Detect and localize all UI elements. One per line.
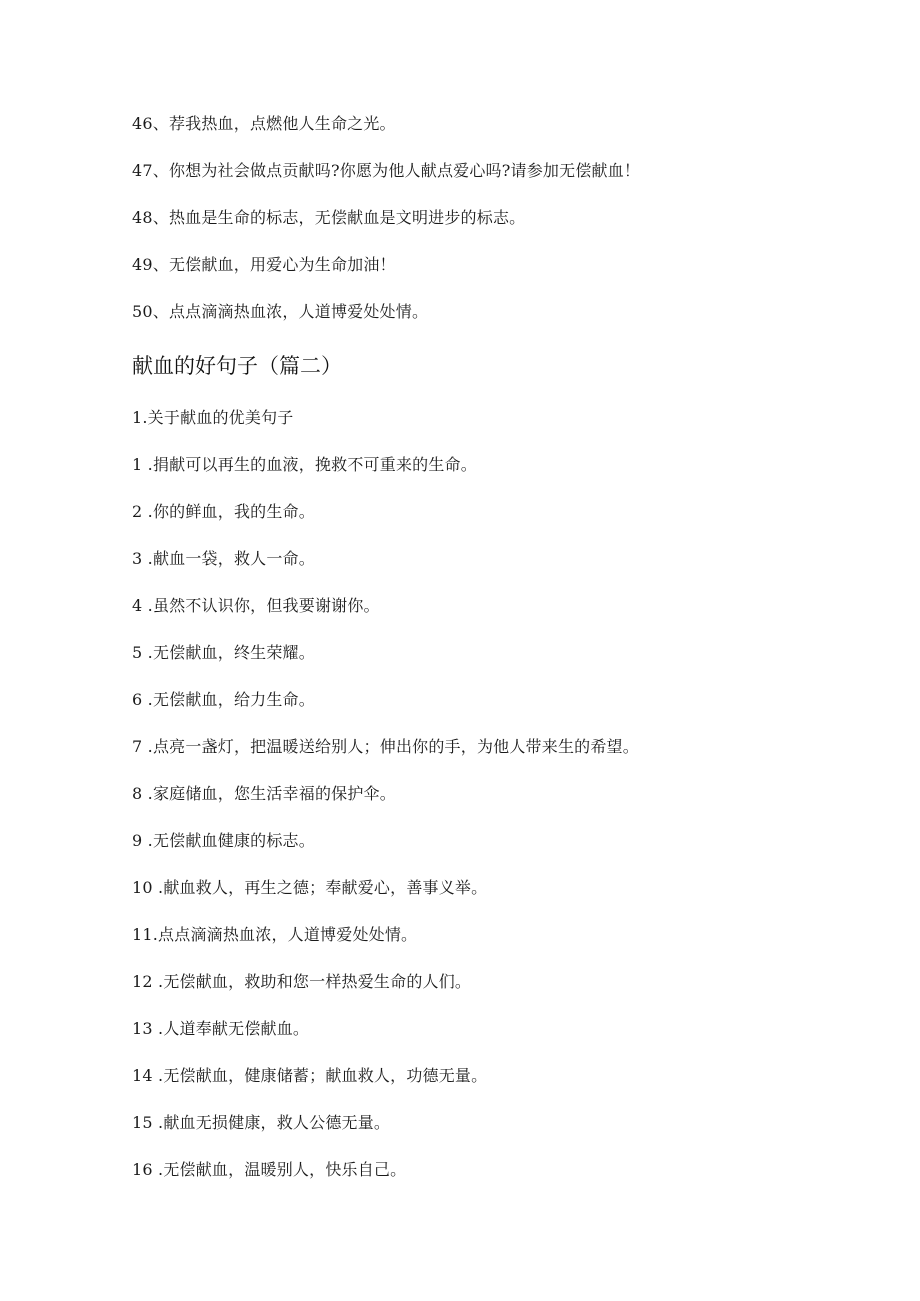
list-item: 8 .家庭储血，您生活幸福的保护伞。: [132, 784, 396, 803]
list-item: 5 .无偿献血，终生荣耀。: [132, 643, 315, 662]
list-item: 50、点点滴滴热血浓，人道博爱处处情。: [132, 302, 429, 321]
list-item: 7 .点亮一盏灯，把温暖送给别人；伸出你的手，为他人带来生的希望。: [132, 737, 639, 756]
list-item: 13 .人道奉献无偿献血。: [132, 1019, 310, 1038]
list-item: 46、荐我热血，点燃他人生命之光。: [132, 114, 396, 133]
list-item: 3 .献血一袋，救人一命。: [132, 549, 315, 568]
list-item: 10 .献血救人，再生之德；奉献爱心，善事义举。: [132, 878, 488, 897]
list-item: 2 .你的鲜血，我的生命。: [132, 502, 315, 521]
list-item: 49、无偿献血，用爱心为生命加油！: [132, 255, 396, 274]
list-item: 11.点点滴滴热血浓，人道博爱处处情。: [132, 925, 418, 944]
list-item: 6 .无偿献血，给力生命。: [132, 690, 315, 709]
section-heading: 献血的好句子（篇二）: [132, 354, 342, 378]
list-item: 16 .无偿献血，温暖别人，快乐自己。: [132, 1160, 407, 1179]
list-item: 47、你想为社会做点贡献吗?你愿为他人献点爱心吗?请参加无偿献血！: [132, 161, 641, 180]
list-item: 14 .无偿献血，健康储蓄；献血救人，功德无量。: [132, 1066, 488, 1085]
list-item: 9 .无偿献血健康的标志。: [132, 831, 315, 850]
list-item: 15 .献血无损健康，救人公德无量。: [132, 1113, 391, 1132]
section-subheading: 1.关于献血的优美句子: [132, 408, 294, 427]
list-item: 4 .虽然不认识你，但我要谢谢你。: [132, 596, 380, 615]
list-item: 48、热血是生命的标志，无偿献血是文明进步的标志。: [132, 208, 526, 227]
list-item: 1 .捐献可以再生的血液，挽救不可重来的生命。: [132, 455, 477, 474]
list-item: 12 .无偿献血，救助和您一样热爱生命的人们。: [132, 972, 472, 991]
